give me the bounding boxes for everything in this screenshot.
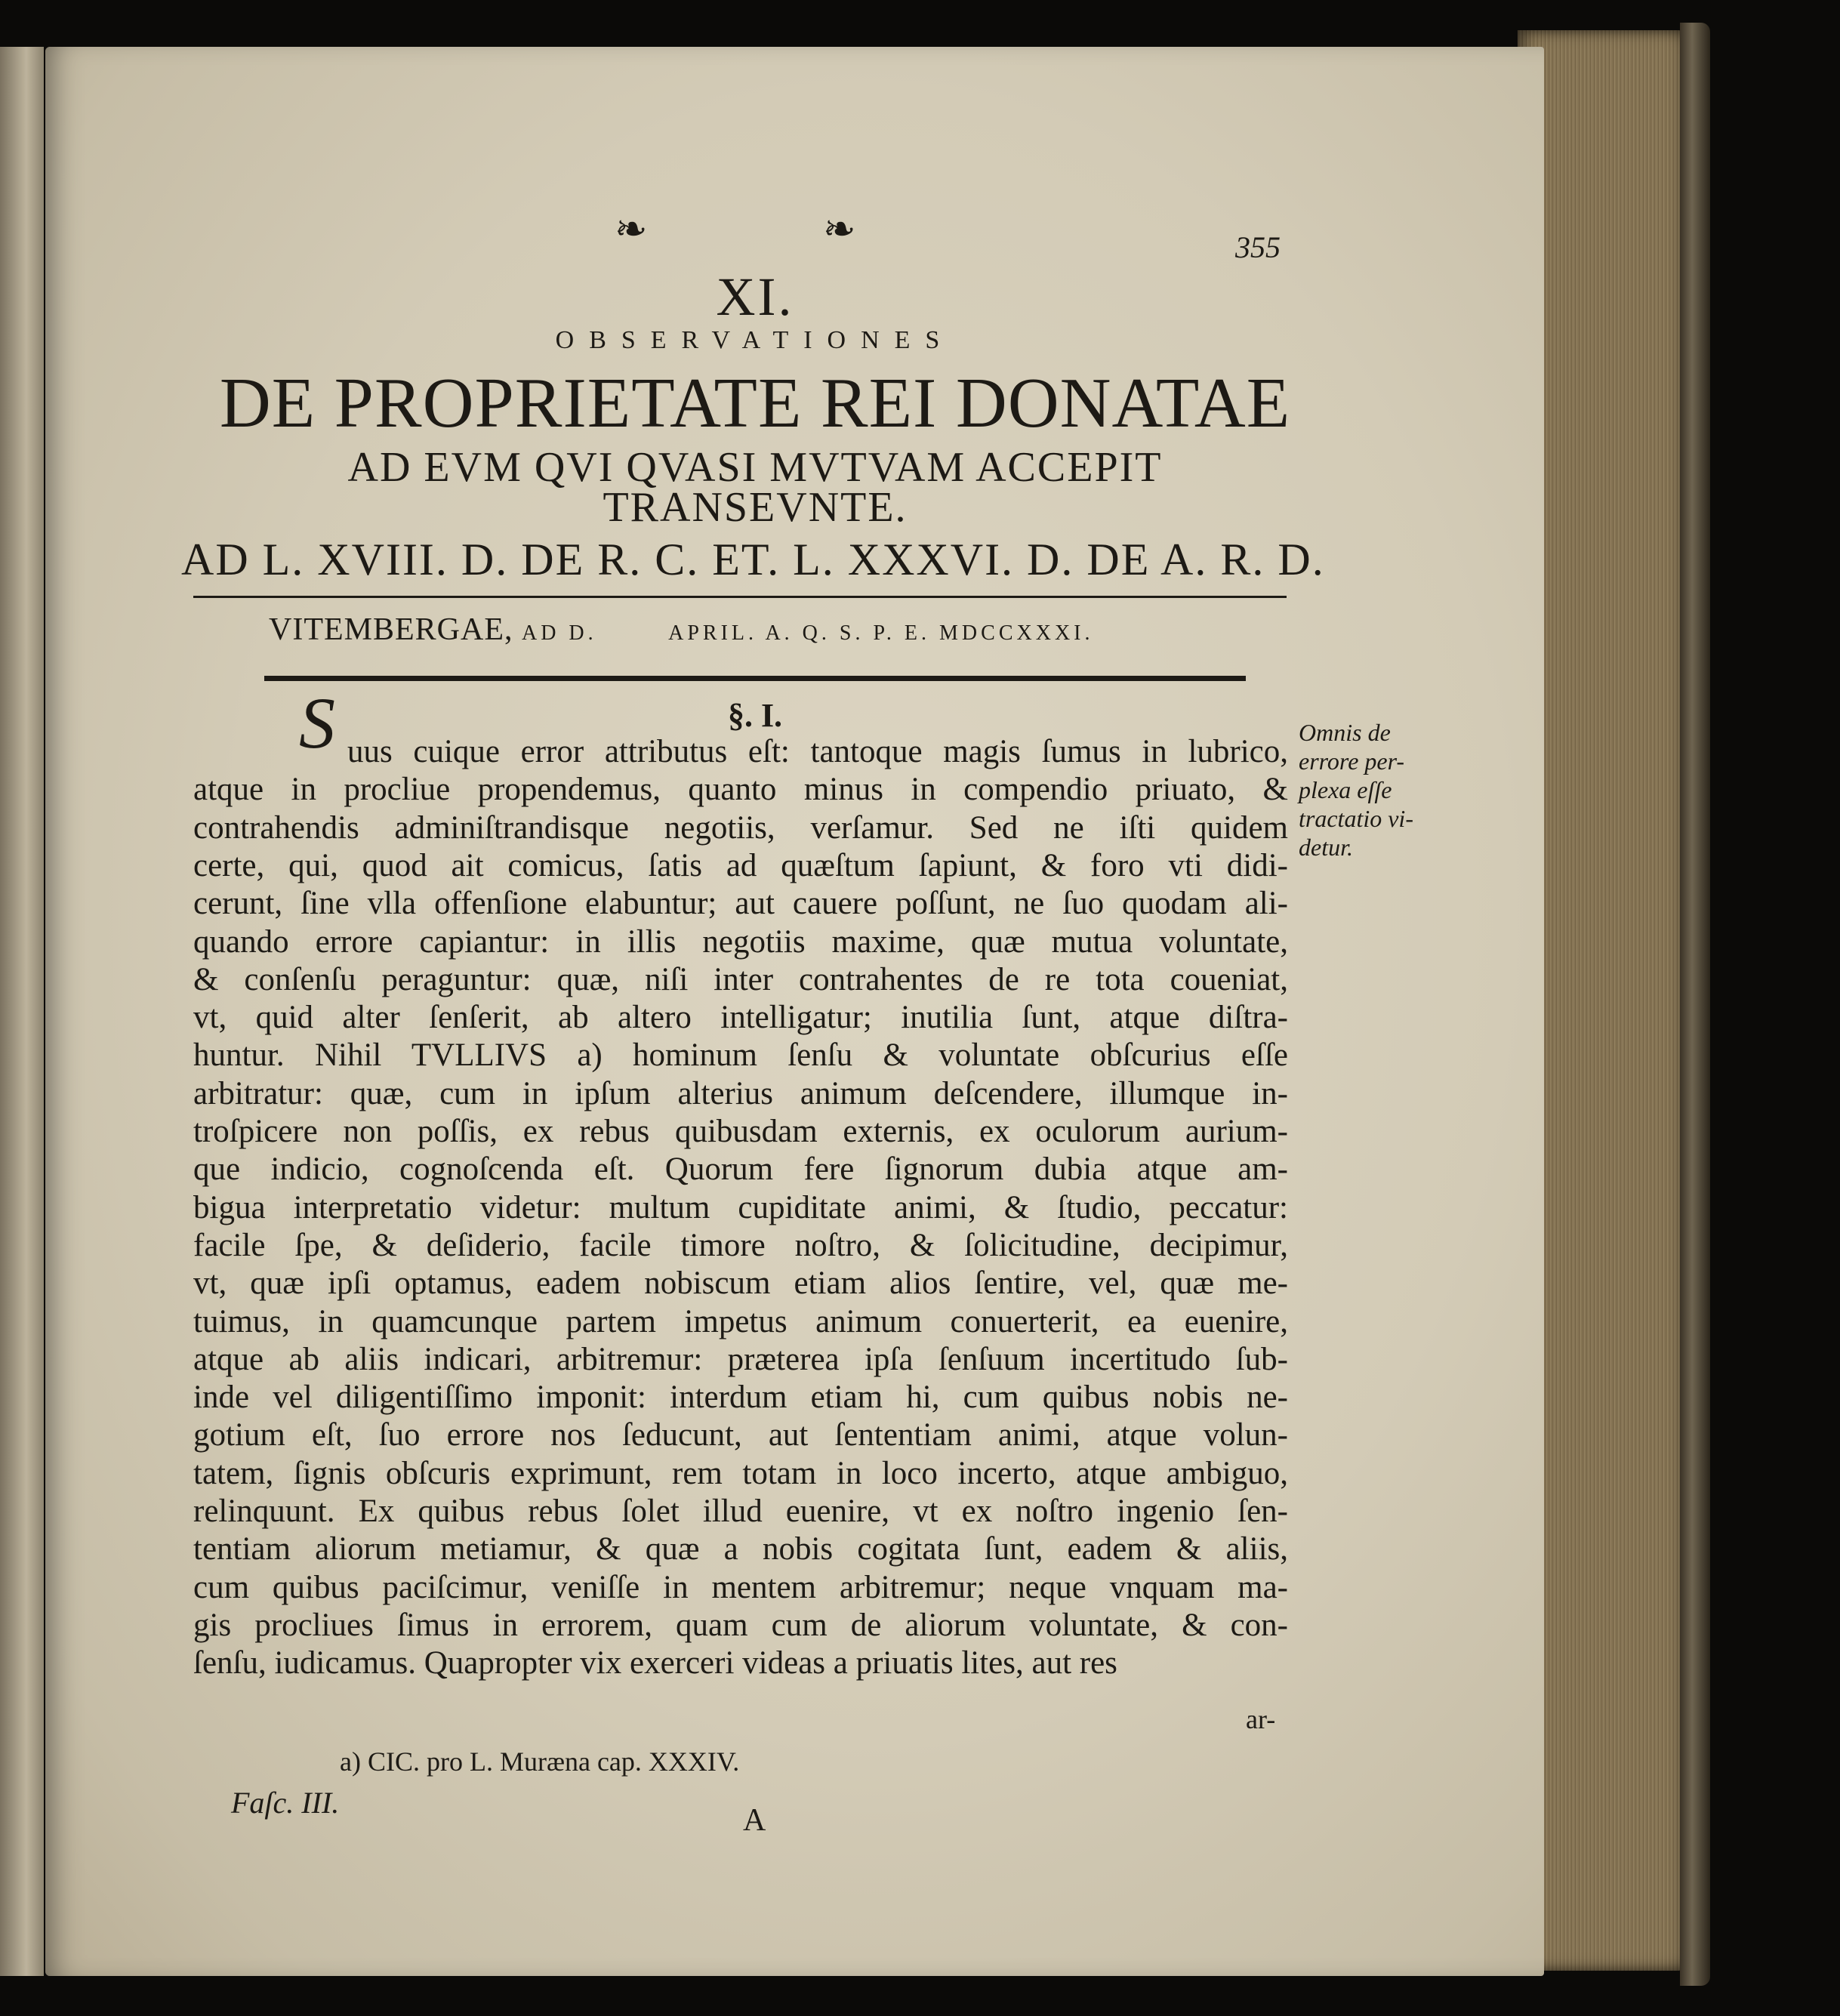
page-number: 355 xyxy=(1235,230,1281,264)
body-line: relinquunt. Ex quibus rebus ſolet illud euenire, vt ex noſtro ingenio ſen- xyxy=(193,1494,1288,1529)
body-line: & conſenſu peraguntur: quæ, niſi inter contrahentes de re tota coueniat, xyxy=(193,961,1288,997)
body-line: facile ſpe, & deſiderio, facile timore noſtro, & ſolicitudine, decipimur, xyxy=(193,1227,1288,1263)
date-text: AD D. APRIL. A. Q. S. P. E. MDCCXXXI. xyxy=(521,621,1094,645)
drop-cap: S xyxy=(299,683,335,763)
body-line: inde vel diligentiſſimo imponit: interdum etiam hi, cum quibus nobis ne- xyxy=(193,1379,1288,1416)
body-line: tatem, ſignis obſcuris exprimunt, rem totam in loco incerto, atque ambiguo, xyxy=(193,1455,1288,1491)
previous-page-edge xyxy=(0,47,44,1976)
body-line: tuimus, in quamcunque partem impetus animum conuerterit, ea euenire, xyxy=(193,1303,1288,1339)
article-number: XI. xyxy=(716,267,794,327)
body-line: troſpicere non poſſis, ex rebus quibusdam externis, ex oculorum aurium- xyxy=(193,1114,1288,1149)
divider-top xyxy=(193,596,1287,598)
body-line: atque in procliue propendemus, quanto minus in compendio priuato, & xyxy=(193,772,1288,808)
body-line: tentiam aliorum metiamur, & quæ a nobis cogitata ſunt, eadem & aliis, xyxy=(193,1531,1288,1567)
marginal-note-line: detur. xyxy=(1299,834,1353,861)
body-line: gotium eſt, ſuo errore nos ſeducunt, aut ſententiam animi, atque volun- xyxy=(193,1417,1288,1453)
body-line: vt, quæ ipſi optamus, eadem nobiscum etiam alios ſentire, vel, quæ me- xyxy=(193,1265,1288,1302)
ornament-left-icon: ❧ xyxy=(615,208,648,251)
signature-letter: A xyxy=(743,1803,766,1838)
title-line-3: TRANSEVNTE. xyxy=(603,484,908,531)
footnote: a) CIC. pro L. Muræna cap. XXXIV. xyxy=(340,1746,740,1777)
body-line: bigua interpretatio videtur: multum cupiditate animi, & ſtudio, peccatur: xyxy=(193,1189,1288,1225)
body-line: arbitratur: quæ, cum in ipſum alterius animum deſcendere, illumque in- xyxy=(193,1075,1288,1111)
body-line: atque ab aliis indicari, arbitremur: præterea ipſa ſenſuum incertitudo ſub- xyxy=(193,1341,1288,1377)
page-title: DE PROPRIETATE REI DONATAE xyxy=(219,364,1291,442)
body-line: vt, quid alter ſenſerit, ab altero intelligatur; inutilia ſunt, atque diſtra- xyxy=(193,1000,1288,1036)
body-line: quando errore capiantur: in illis negotiis maxime, quæ mutua voluntate, xyxy=(193,923,1288,960)
title-line-4: AD L. XVIII. D. DE R. C. ET. L. XXXVI. D. DE A. R. D. xyxy=(181,535,1325,584)
body-line: huntur. Nihil TVLLIVS a) hominum ſenſu & voluntate obſcurius eſſe xyxy=(193,1037,1288,1074)
place-name: VITEMBERGAE, xyxy=(269,612,513,647)
subtitle: OBSERVATIONES xyxy=(555,326,955,354)
place-date-line xyxy=(269,612,1094,648)
marginal-note-line: errore per- xyxy=(1299,748,1405,775)
body-line: ſenſu, iudicamus. Quapropter vix exerceri videas a priuatis lites, aut res xyxy=(193,1645,1117,1682)
body-line: gis procliues ſimus in errorem, quam cum de aliorum voluntate, & con- xyxy=(193,1607,1288,1643)
body-line: cerunt, ſine vlla offenſione elabuntur; aut cauere poſſunt, ne ſuo quodam ali- xyxy=(193,886,1288,922)
body-line: que indicio, cognoſcenda eſt. Quorum fere ſignorum dubia atque am- xyxy=(193,1151,1288,1188)
section-heading: §. I. xyxy=(727,697,783,734)
marginal-note-line: Omnis de xyxy=(1299,719,1391,746)
signature-mark: Faſc. III. xyxy=(231,1786,340,1820)
catchword: ar- xyxy=(1246,1704,1276,1734)
body-line: contrahendis adminiſtrandisque negotiis, verſamur. Sed ne iſti quidem xyxy=(193,809,1288,846)
divider-bottom xyxy=(264,676,1246,681)
body-line: certe, qui, quod ait comicus, ſatis ad quæſtum ſapiunt, & foro vti didi- xyxy=(193,847,1288,883)
marginal-note-line: plexa eſſe xyxy=(1299,776,1392,803)
book-page xyxy=(45,47,1544,1976)
body-line: uus cuique error attributus eſt: tantoque magis ſumus in lubrico, xyxy=(347,734,1288,769)
ornament-right-icon: ❧ xyxy=(823,208,856,251)
body-line: cum quibus paciſcimur, veniſſe in mentem arbitremur; neque vnquam ma- xyxy=(193,1569,1288,1605)
title-line-2: AD EVM QVI QVASI MVTVAM ACCEPIT xyxy=(347,444,1163,491)
book-cover-edge xyxy=(1680,23,1710,1986)
marginal-note-line: tractatio vi- xyxy=(1299,805,1413,832)
